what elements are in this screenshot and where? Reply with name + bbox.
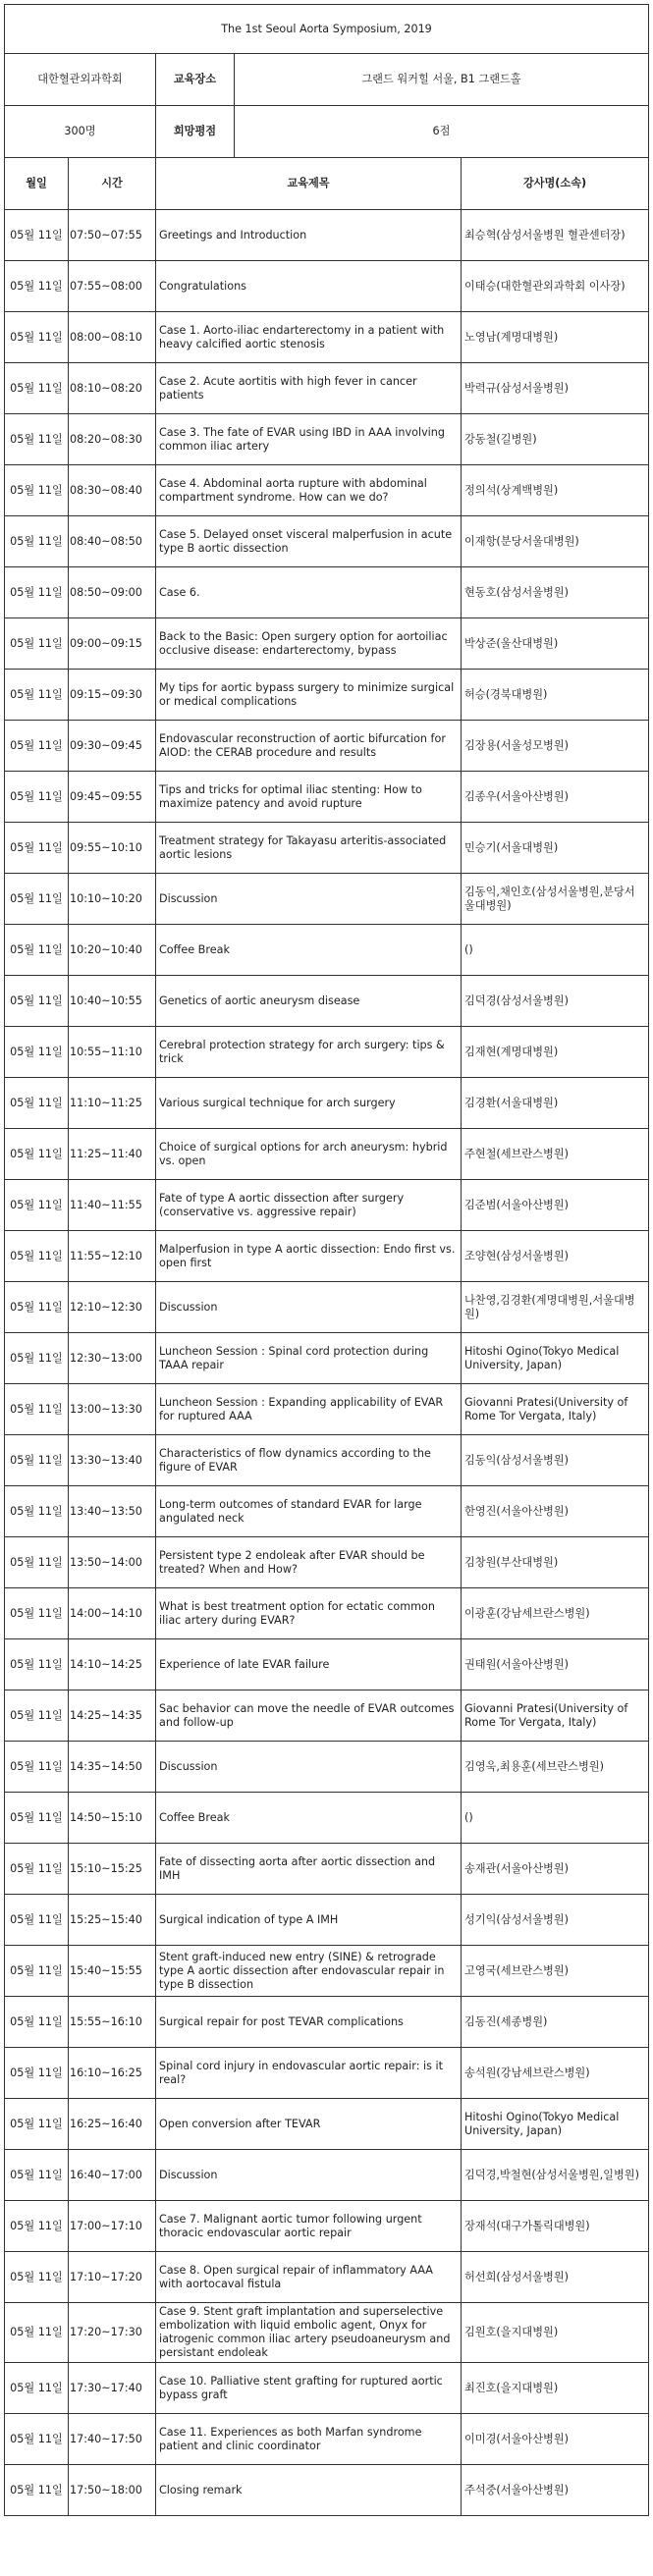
- session-date: 05월 11일: [5, 670, 69, 721]
- session-date: 05월 11일: [5, 210, 69, 261]
- session-speaker: 김동진(세종병원): [462, 1997, 649, 2048]
- session-subject: Sac behavior can move the needle of EVAR outcomes and follow-up: [156, 1690, 462, 1742]
- session-subject: Treatment strategy for Takayasu arteritis-associated aortic lesions: [156, 823, 462, 874]
- session-time: 15:40~15:55: [69, 1946, 156, 1997]
- table-row: [5, 210, 649, 261]
- session-date: 05월 11일: [5, 1690, 69, 1742]
- session-subject: Surgical indication of type A IMH: [156, 1895, 462, 1946]
- session-date: 05월 11일: [5, 312, 69, 363]
- session-subject: Case 2. Acute aortitis with high fever in cancer patients: [156, 363, 462, 414]
- organizer-cell: 대한혈관외과학회: [5, 54, 156, 106]
- session-speaker: 성기익(삼성서울병원): [462, 1895, 649, 1946]
- session-time: 17:00~17:10: [69, 2201, 156, 2252]
- session-subject: Back to the Basic: Open surgery option for aortoiliac occlusive disease: endarterectomy, bypass: [156, 618, 462, 670]
- session-time: 07:55~08:00: [69, 261, 156, 312]
- session-subject: Stent graft-induced new entry (SINE) & retrograde type A aortic dissection after endovascular repair in type B dissection: [156, 1946, 462, 1997]
- session-date: 05월 11일: [5, 2201, 69, 2252]
- session-date: 05월 11일: [5, 1793, 69, 1844]
- session-date: 05월 11일: [5, 1180, 69, 1231]
- table-row: [5, 618, 649, 670]
- session-subject: Case 11. Experiences as both Marfan syndrome patient and clinic coordinator: [156, 2414, 462, 2465]
- session-speaker: 김동익,채인호(삼성서울병원,분당서울대병원): [462, 874, 649, 925]
- table-row: [5, 2048, 649, 2099]
- session-speaker: 김장용(서울성모병원): [462, 721, 649, 772]
- session-time: 10:55~11:10: [69, 1027, 156, 1078]
- session-speaker: 노영남(계명대병원): [462, 312, 649, 363]
- session-date: 05월 11일: [5, 2465, 69, 2516]
- session-time: 13:40~13:50: [69, 1486, 156, 1537]
- session-speaker: 주석중(서울아산병원): [462, 2465, 649, 2516]
- session-date: 05월 11일: [5, 1231, 69, 1282]
- session-speaker: 김덕경,박철현(삼성서울병원,일병원): [462, 2150, 649, 2201]
- session-time: 13:30~13:40: [69, 1435, 156, 1486]
- session-subject: Case 8. Open surgical repair of inflammatory AAA with aortocaval fistula: [156, 2252, 462, 2303]
- table-row: [5, 1844, 649, 1895]
- session-time: 08:40~08:50: [69, 516, 156, 567]
- session-time: 15:55~16:10: [69, 1997, 156, 2048]
- session-subject: Endovascular reconstruction of aortic bifurcation for AIOD: the CERAB procedure and results: [156, 721, 462, 772]
- session-time: 11:25~11:40: [69, 1129, 156, 1180]
- session-date: 05월 11일: [5, 772, 69, 823]
- session-time: 14:00~14:10: [69, 1588, 156, 1639]
- session-subject: Case 4. Abdominal aorta rupture with abdominal compartment syndrome. How can we do?: [156, 465, 462, 516]
- table-row: [5, 465, 649, 516]
- column-header-time: 시간: [69, 158, 156, 210]
- session-date: 05월 11일: [5, 1537, 69, 1588]
- session-subject: Case 10. Palliative stent grafting for ruptured aortic bypass graft: [156, 2363, 462, 2414]
- table-row: [5, 874, 649, 925]
- session-subject: Case 6.: [156, 567, 462, 618]
- session-time: 09:00~09:15: [69, 618, 156, 670]
- session-date: 05월 11일: [5, 363, 69, 414]
- session-subject: Malperfusion in type A aortic dissection: Endo first vs. open first: [156, 1231, 462, 1282]
- schedule-body: [5, 210, 649, 2516]
- session-speaker: 김덕경(삼성서울병원): [462, 976, 649, 1027]
- session-subject: Genetics of aortic aneurysm disease: [156, 976, 462, 1027]
- session-time: 08:10~08:20: [69, 363, 156, 414]
- column-header-speaker: 강사명(소속): [462, 158, 649, 210]
- session-time: 10:10~10:20: [69, 874, 156, 925]
- column-header-date: 월일: [5, 158, 69, 210]
- table-row: [5, 1435, 649, 1486]
- table-row: [5, 670, 649, 721]
- session-time: 17:50~18:00: [69, 2465, 156, 2516]
- session-speaker: (): [462, 1793, 649, 1844]
- session-speaker: 정의석(상계백병원): [462, 465, 649, 516]
- session-date: 05월 11일: [5, 465, 69, 516]
- score-label: 희망평점: [156, 106, 235, 158]
- session-subject: Discussion: [156, 2150, 462, 2201]
- session-subject: Persistent type 2 endoleak after EVAR should be treated? When and How?: [156, 1537, 462, 1588]
- session-time: 15:10~15:25: [69, 1844, 156, 1895]
- session-time: 16:10~16:25: [69, 2048, 156, 2099]
- session-date: 05월 11일: [5, 2150, 69, 2201]
- session-subject: Case 9. Stent graft implantation and superselective embolization with liquid embolic agent, Onyx for iatrogenic common iliac artery pseudoaneurysm and persistant endoleak: [156, 2303, 462, 2363]
- session-speaker: 김영욱,최용훈(세브란스병원): [462, 1742, 649, 1793]
- session-time: 12:10~12:30: [69, 1282, 156, 1333]
- session-speaker: 박상준(울산대병원): [462, 618, 649, 670]
- session-time: 10:20~10:40: [69, 925, 156, 976]
- column-header-subject: 교육제목: [156, 158, 462, 210]
- score-value: 6점: [235, 106, 649, 158]
- session-speaker: 박력규(삼성서울병원): [462, 363, 649, 414]
- session-time: 14:50~15:10: [69, 1793, 156, 1844]
- session-time: 11:55~12:10: [69, 1231, 156, 1282]
- table-row: [5, 1027, 649, 1078]
- session-speaker: 장재석(대구가톨릭대병원): [462, 2201, 649, 2252]
- session-time: 09:30~09:45: [69, 721, 156, 772]
- table-row: [5, 1588, 649, 1639]
- session-speaker: Giovanni Pratesi(University of Rome Tor Vergata, Italy): [462, 1690, 649, 1742]
- session-time: 17:40~17:50: [69, 2414, 156, 2465]
- table-row: [5, 1639, 649, 1690]
- table-row: [5, 2150, 649, 2201]
- session-speaker: 권태원(서울아산병원): [462, 1639, 649, 1690]
- session-subject: Coffee Break: [156, 925, 462, 976]
- session-subject: My tips for aortic bypass surgery to minimize surgical or medical complications: [156, 670, 462, 721]
- session-subject: Greetings and Introduction: [156, 210, 462, 261]
- table-row: [5, 363, 649, 414]
- session-speaker: 송재관(서울아산병원): [462, 1844, 649, 1895]
- table-row: [5, 1537, 649, 1588]
- session-subject: Characteristics of flow dynamics according to the figure of EVAR: [156, 1435, 462, 1486]
- table-row: [5, 1946, 649, 1997]
- session-subject: Cerebral protection strategy for arch surgery: tips & trick: [156, 1027, 462, 1078]
- session-subject: Open conversion after TEVAR: [156, 2099, 462, 2150]
- session-speaker: 김동익(삼성서울병원): [462, 1435, 649, 1486]
- session-time: 08:20~08:30: [69, 414, 156, 465]
- table-row: [5, 2252, 649, 2303]
- session-time: 16:25~16:40: [69, 2099, 156, 2150]
- session-time: 12:30~13:00: [69, 1333, 156, 1384]
- session-subject: Discussion: [156, 1742, 462, 1793]
- table-row: [5, 1333, 649, 1384]
- table-row: [5, 2201, 649, 2252]
- session-speaker: Giovanni Pratesi(University of Rome Tor Vergata, Italy): [462, 1384, 649, 1435]
- session-time: 16:40~17:00: [69, 2150, 156, 2201]
- capacity-cell: 300명: [5, 106, 156, 158]
- session-time: 17:30~17:40: [69, 2363, 156, 2414]
- session-speaker: 한영진(서울아산병원): [462, 1486, 649, 1537]
- session-date: 05월 11일: [5, 1844, 69, 1895]
- session-date: 05월 11일: [5, 1946, 69, 1997]
- table-row: [5, 2363, 649, 2414]
- table-row: [5, 1486, 649, 1537]
- session-time: 17:20~17:30: [69, 2303, 156, 2363]
- session-subject: Case 7. Malignant aortic tumor following urgent thoracic endovascular aortic repair: [156, 2201, 462, 2252]
- session-date: 05월 11일: [5, 874, 69, 925]
- session-speaker: 이광훈(강남세브란스병원): [462, 1588, 649, 1639]
- session-date: 05월 11일: [5, 2048, 69, 2099]
- session-date: 05월 11일: [5, 1333, 69, 1384]
- session-date: 05월 11일: [5, 414, 69, 465]
- session-date: 05월 11일: [5, 1129, 69, 1180]
- session-speaker: 이태승(대한혈관외과학회 이사장): [462, 261, 649, 312]
- session-date: 05월 11일: [5, 1588, 69, 1639]
- session-date: 05월 11일: [5, 261, 69, 312]
- session-time: 14:35~14:50: [69, 1742, 156, 1793]
- table-row: [5, 1384, 649, 1435]
- session-subject: Closing remark: [156, 2465, 462, 2516]
- session-time: 10:40~10:55: [69, 976, 156, 1027]
- table-row: [5, 721, 649, 772]
- info-table: [4, 4, 649, 158]
- session-time: 11:10~11:25: [69, 1078, 156, 1129]
- session-subject: Surgical repair for post TEVAR complications: [156, 1997, 462, 2048]
- session-time: 08:00~08:10: [69, 312, 156, 363]
- session-date: 05월 11일: [5, 1997, 69, 2048]
- table-row: [5, 1078, 649, 1129]
- session-speaker: 강동철(길병원): [462, 414, 649, 465]
- session-subject: Spinal cord injury in endovascular aortic repair: is it real?: [156, 2048, 462, 2099]
- session-time: 08:30~08:40: [69, 465, 156, 516]
- table-row: [5, 2099, 649, 2150]
- table-row: [5, 1180, 649, 1231]
- table-row: [5, 1690, 649, 1742]
- session-time: 09:55~10:10: [69, 823, 156, 874]
- session-date: 05월 11일: [5, 2363, 69, 2414]
- session-subject: Luncheon Session : Spinal cord protection during TAAA repair: [156, 1333, 462, 1384]
- session-date: 05월 11일: [5, 1384, 69, 1435]
- table-row: [5, 823, 649, 874]
- session-date: 05월 11일: [5, 567, 69, 618]
- session-speaker: 주현철(세브란스병원): [462, 1129, 649, 1180]
- session-date: 05월 11일: [5, 1895, 69, 1946]
- session-subject: Coffee Break: [156, 1793, 462, 1844]
- session-speaker: (): [462, 925, 649, 976]
- session-date: 05월 11일: [5, 1078, 69, 1129]
- table-row: [5, 1895, 649, 1946]
- session-speaker: 최승혁(삼성서울병원 혈관센터장): [462, 210, 649, 261]
- schedule-table: [4, 157, 649, 2516]
- session-speaker: 김창원(부산대병원): [462, 1537, 649, 1588]
- session-speaker: 허승(경북대병원): [462, 670, 649, 721]
- session-speaker: 김원호(을지대병원): [462, 2303, 649, 2363]
- session-subject: Case 5. Delayed onset visceral malperfusion in acute type B aortic dissection: [156, 516, 462, 567]
- session-speaker: Hitoshi Ogino(Tokyo Medical University, Japan): [462, 2099, 649, 2150]
- venue-label: 교육장소: [156, 54, 235, 106]
- session-date: 05월 11일: [5, 1282, 69, 1333]
- session-subject: Discussion: [156, 1282, 462, 1333]
- session-subject: Case 3. The fate of EVAR using IBD in AAA involving common iliac artery: [156, 414, 462, 465]
- session-subject: Choice of surgical options for arch aneurysm: hybrid vs. open: [156, 1129, 462, 1180]
- session-date: 05월 11일: [5, 516, 69, 567]
- session-speaker: 나찬영,김경환(계명대병원,서울대병원): [462, 1282, 649, 1333]
- session-time: 15:25~15:40: [69, 1895, 156, 1946]
- session-subject: Luncheon Session : Expanding applicability of EVAR for ruptured AAA: [156, 1384, 462, 1435]
- session-speaker: 허선희(삼성서울병원): [462, 2252, 649, 2303]
- table-row: [5, 567, 649, 618]
- table-row: [5, 1997, 649, 2048]
- schedule-header-row: [5, 158, 649, 210]
- session-date: 05월 11일: [5, 925, 69, 976]
- session-speaker: 민승기(서울대병원): [462, 823, 649, 874]
- session-subject: What is best treatment option for ectatic common iliac artery during EVAR?: [156, 1588, 462, 1639]
- session-subject: Tips and tricks for optimal iliac stenting: How to maximize patency and avoid rupture: [156, 772, 462, 823]
- session-subject: Various surgical technique for arch surgery: [156, 1078, 462, 1129]
- session-time: 07:50~07:55: [69, 210, 156, 261]
- session-speaker: 현동호(삼성서울병원): [462, 567, 649, 618]
- symposium-title: The 1st Seoul Aorta Symposium, 2019: [5, 5, 649, 54]
- venue-value: 그랜드 워커힐 서울, B1 그랜드홀: [235, 54, 649, 106]
- session-date: 05월 11일: [5, 823, 69, 874]
- session-date: 05월 11일: [5, 618, 69, 670]
- session-time: 14:10~14:25: [69, 1639, 156, 1690]
- session-time: 09:45~09:55: [69, 772, 156, 823]
- session-speaker: 고영국(세브란스병원): [462, 1946, 649, 1997]
- session-time: 14:25~14:35: [69, 1690, 156, 1742]
- session-time: 13:50~14:00: [69, 1537, 156, 1588]
- session-date: 05월 11일: [5, 1742, 69, 1793]
- session-subject: Fate of type A aortic dissection after surgery (conservative vs. aggressive repair): [156, 1180, 462, 1231]
- session-speaker: 최진호(을지대병원): [462, 2363, 649, 2414]
- table-row: [5, 414, 649, 465]
- session-speaker: 김종우(서울아산병원): [462, 772, 649, 823]
- session-subject: Discussion: [156, 874, 462, 925]
- session-speaker: 송석원(강남세브란스병원): [462, 2048, 649, 2099]
- table-row: [5, 1282, 649, 1333]
- session-date: 05월 11일: [5, 721, 69, 772]
- session-time: 09:15~09:30: [69, 670, 156, 721]
- session-subject: Congratulations: [156, 261, 462, 312]
- table-row: [5, 925, 649, 976]
- table-row: [5, 2303, 649, 2363]
- table-row: [5, 2465, 649, 2516]
- session-speaker: 이미경(서울아산병원): [462, 2414, 649, 2465]
- table-row: [5, 1129, 649, 1180]
- table-row: [5, 1742, 649, 1793]
- session-date: 05월 11일: [5, 1435, 69, 1486]
- session-date: 05월 11일: [5, 2414, 69, 2465]
- session-time: 17:10~17:20: [69, 2252, 156, 2303]
- session-date: 05월 11일: [5, 1639, 69, 1690]
- table-row: [5, 312, 649, 363]
- session-speaker: Hitoshi Ogino(Tokyo Medical University, Japan): [462, 1333, 649, 1384]
- session-time: 13:00~13:30: [69, 1384, 156, 1435]
- session-speaker: 김준범(서울아산병원): [462, 1180, 649, 1231]
- session-subject: Experience of late EVAR failure: [156, 1639, 462, 1690]
- session-speaker: 김재현(계명대병원): [462, 1027, 649, 1078]
- table-row: [5, 1793, 649, 1844]
- session-date: 05월 11일: [5, 2252, 69, 2303]
- session-date: 05월 11일: [5, 2099, 69, 2150]
- table-row: [5, 1231, 649, 1282]
- session-time: 08:50~09:00: [69, 567, 156, 618]
- session-subject: Case 1. Aorto-iliac endarterectomy in a patient with heavy calcified aortic stenosis: [156, 312, 462, 363]
- session-date: 05월 11일: [5, 2303, 69, 2363]
- session-speaker: 조양현(삼성서울병원): [462, 1231, 649, 1282]
- table-row: [5, 261, 649, 312]
- session-time: 11:40~11:55: [69, 1180, 156, 1231]
- session-subject: Fate of dissecting aorta after aortic dissection and IMH: [156, 1844, 462, 1895]
- table-row: [5, 2414, 649, 2465]
- session-speaker: 이재항(분당서울대병원): [462, 516, 649, 567]
- session-subject: Long-term outcomes of standard EVAR for large angulated neck: [156, 1486, 462, 1537]
- session-date: 05월 11일: [5, 1486, 69, 1537]
- session-date: 05월 11일: [5, 976, 69, 1027]
- session-speaker: 김경환(서울대병원): [462, 1078, 649, 1129]
- table-row: [5, 976, 649, 1027]
- table-row: [5, 772, 649, 823]
- table-row: [5, 516, 649, 567]
- session-date: 05월 11일: [5, 1027, 69, 1078]
